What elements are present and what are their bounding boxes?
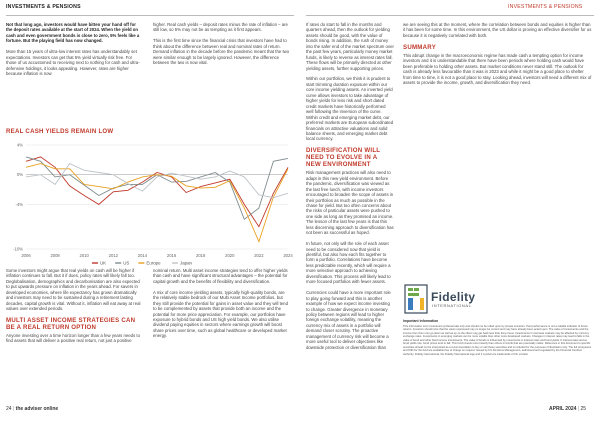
x-tick-label: 2012 [108,253,118,258]
section-label-left: INVESTMENTS & PENSIONS [6,4,81,10]
footer-right [549,406,586,412]
legend-label-europe: Europe [146,260,161,266]
section-heading: MULTI ASSET INCOME STRATEGIES CAN BE A REAL RETURN OPTION [6,317,136,332]
y-tick-label: 0% [16,172,23,178]
footer-left [6,406,58,412]
body-paragraph: nominal return. Multi asset income strategies tend to offer higher yields than cash and have significant structural advantages – the potential for capital growth and the benefits of flexibility and diversification. [153,268,288,284]
y-tick-label: 4% [16,142,23,148]
section-heading: DIVERSIFICATION WILL NEED TO EVOLVE IN A NEW ENVIRONMENT [306,147,381,169]
x-tick-label: 2024 [283,253,293,258]
important-information-heading: Important information [403,319,439,323]
body-paragraph: higher. Real cash yields – deposit rates minus the rate of inflation – are still low, so 5% may not be as tempting as it first appears. [153,22,288,33]
footer-divider: | [12,406,16,412]
chart-title: REAL CASH YIELDS REMAIN LOW [6,128,114,135]
body-paragraph: In future, not only will the role of each asset need to be considered now that yield is plentiful, but also how each fits together to form a portfolio. Correlations have become less predictable recently, which will require a more selective approach to achieving diversification. This process will likely lead to more focused portfolios with fewer assets. [306,241,391,285]
page-number-left: 24 [6,406,12,412]
body-paragraph: A mix of core income yielding assets, typically high-quality bonds, are the relatively stable bedrock of our Multi Asset Income portfolios, but they still provide the potential for gains in asset value and they will tend to be complemented by assets that provide both an income and the potential for more price appreciation. For example, our portfolios have exposure to hybrid bonds and US high yield bonds. We also utilise dividend paying equities in sectors where earnings growth will boost share prices over time, such as global healthcare or developed market energy. [153,289,288,339]
body-paragraph: Currencies could have a more important role to play going forward and this is another example of how we expect income investing to change. Greater divergence in monetary policy between regions will lead to higher foreign exchange volatility, meaning the currency mix of assets in a portfolio will demand closer scrutiny. The proactive management of currency risk will become a more useful tool to deliver objectives like downside protection or diversification than [306,290,391,350]
body-paragraph: we are seeing this at the moment, where the correlation between bonds and equities is higher than it has been for some time. In this environment, the US dollar is proving an effective diversifier for us because it is negatively correlated with both. [403,22,592,38]
legend-label-japan: Japan [180,260,192,266]
lead-paragraph: Not that long ago, investors would have bitten your hand off for the deposit rates available at the start of 2024. When the yield on cash and even government bonds is close to zero, 5% feels like a fortune. But the playing field has now changed. [6,22,140,44]
section-heading: SUMMARY [403,43,437,51]
x-tick-label: 2022 [254,253,264,258]
header-rule-left [6,15,294,16]
publication-brand[interactable]: the adviser online [15,406,59,412]
x-tick-label: 2016 [166,253,177,258]
column-1-bottom [6,268,141,349]
column-4 [403,22,593,91]
real-cash-yields-chart [4,137,294,269]
issue-date: APRIL 2024 [549,406,577,412]
body-paragraph: Risk management practices will also need to adapt in this new yield environment. Before the pandemic, diversification was viewed as the last free lunch, with income investors encouraged to broaden the scope of assets in their portfolios as much as possible in the chase for yield. But too often concerns about the risks of particular assets were pushed to one side as long as they promised an income. The lesson of the last few years is that this less discerning approach to diversification has not been as successful as hoped. [306,170,394,236]
x-tick-label: 2018 [196,253,206,258]
legend-label-us: US [123,260,130,266]
body-paragraph: Some investors might argue that real yields on cash will be higher if inflation continues to fall. But it if does, policy rates will likely fall too. Deglobalisation, demographics and decarbonisation are also expected to put upwards pressure on inflation in the years ahead. For savers in developed economies, where life expectancy has grown dramatically and investors may need to be sustained during a retirement lasting decades, capital growth is vital. Without it, inflation will eat away at real values over extended periods. [6,268,141,312]
legend-label-uk: UK [100,260,107,266]
y-tick-label: -4% [15,201,23,207]
section-label-right: INVESTMENTS & PENSIONS [508,4,583,10]
sponsor-logo-subtext: INTERNATIONAL [432,303,472,308]
x-tick-label: 2010 [79,253,89,258]
header-rule-right [306,15,594,16]
body-paragraph: Within our portfolios, we think it is prudent to start trimming duration exposure within our core income yielding assets. An inverted yield curve allows investors to take advantage of higher yields for less risk and short dated credit markets have historically performed well following the inversion of the curve. Within credit and emerging market debt, our preferred markets are European subordinated financials on attractive valuations and solid balance sheets, and emerging market debt local currency. [306,76,394,142]
body-paragraph: This is the first time since the financial crisis that investors have had to think about the difference between real and nominal rates of return. Demand inflation in the decade before the pandemic meant that the two were similar enough to be largely ignored. However, the difference between the two is now vital. [153,38,290,66]
body-paragraph: This abrupt change in the macroeconomic regime has made cash a tempting option for income investors and it is understandable that there have been periods where holding cash would have been preferable to holding other assets. But market conditions never stand still. The outlook for cash is already less favourable than it was in 2023 and while it might be a good place to shelter from time to time, it is not a good place to stay. Looking ahead, investors will need a different mix of assets to provide the income, growth, and diversification they need. [403,52,592,86]
series-line-us [26,157,288,219]
footer-divider: | [577,406,581,412]
column-2-bottom [153,268,291,344]
body-paragraph: Anyone investing over a time horizon longer than a few years needs to find assets that will deliver a positive real return, not just a positive [6,333,140,344]
body-paragraph: More than 15 years of ultra-low interest rates has understandably set expectations. Investors can get that 5% yield virtually risk free. For those of us accustomed to receiving next to nothing for cash and ultra-defensive holdings, it looks appealing. However, rates are higher because inflation is now [6,49,140,77]
column-1-top [6,22,141,82]
column-3 [306,22,394,356]
page-number-right: 25 [580,406,587,412]
x-tick-label: 2008 [50,253,60,258]
important-information-text: This information is for investment professionals only and should not be relied upon by private investors. Past performance is not a reliable indicator of future returns. Investors should note that the views expressed may no longer be current and may have already been acted upon. The value of investments and the income from them can go down as well as up so the client may get back less than they invest. Investments in overseas markets may be affected by currency exchange rates. Investments in emerging markets can be more volatile than other more developed markets. Changes in interest rates may lead to falls in the value of bond and other fixed income investments. The value of bonds is influenced by movements in interest rates and bond yields. If interest rates and so bond yields rise, bond prices tend to fall. This fund invests more heavily than others in bonds that are potentially riskier. Reference in this document to specific securities should not be interpreted as a recommendation to buy or sell these securities and is included for the purposes of illustration only. The full prospectus and KIID for the fund are available free of charge on request. Issued by FIL Pensions Management, authorised and regulated by the Financial Conduct Authority. Fidelity International, the Fidelity International logo and F symbol are trademarks of FIL Limited. [403,324,592,356]
x-tick-label: 2020 [225,253,235,258]
sponsor-logo-text: Fidelity [431,290,476,304]
body-paragraph: If rates do start to fall in the months and quarters ahead, then the outlook for yielding assets should be good, with the value of bonds rising. In addition, the rush of money into the safer end of the market spectrum over the past few years, particularly money market funds, is likely to reverse as interest rates fall. These flows will be primarily directed at other yielding assets, further supporting prices. [306,22,394,71]
important-information [403,320,593,356]
x-tick-label: 2006 [21,253,31,258]
x-tick-label: 2014 [137,253,148,258]
y-tick-label: -10% [13,246,23,252]
column-2-top [153,22,291,71]
